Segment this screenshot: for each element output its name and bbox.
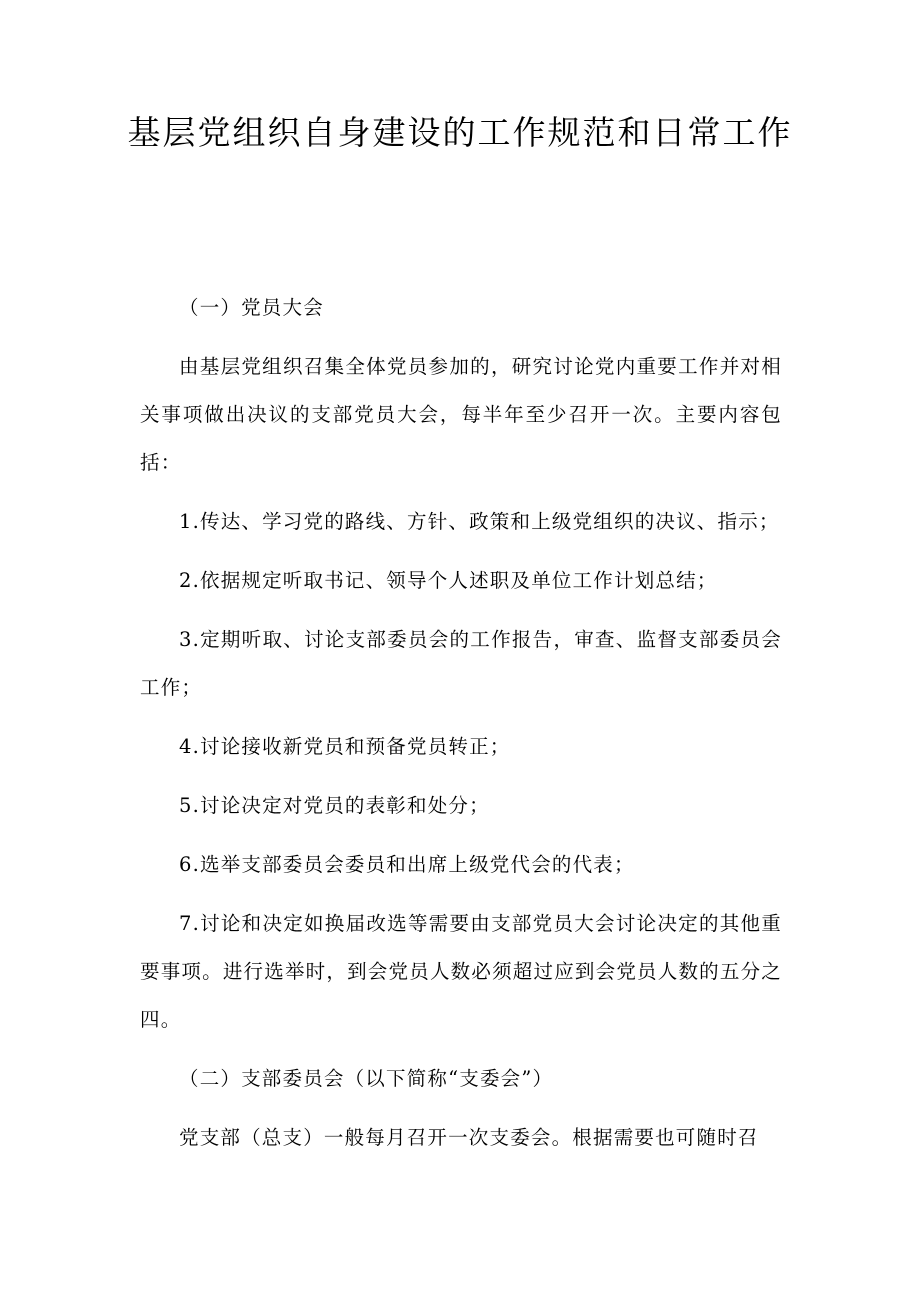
list-item-3: 3.定期听取、讨论支部委员会的工作报告，审查、监督支部委员会工作； bbox=[140, 628, 782, 699]
list-item-7: 7.讨论和决定如换届改选等需要由支部党员大会讨论决定的其他重要事项。进行选举时，到会党员人数必须超过应到会党员人数的五分之四。 bbox=[140, 912, 782, 1031]
list-item-4: 4.讨论接收新党员和预备党员转正； bbox=[179, 735, 511, 758]
document-body bbox=[140, 284, 782, 1162]
section-heading-party-member-meeting: （一）党员大会 bbox=[179, 296, 324, 319]
paragraph-meeting-intro: 由基层党组织召集全体党员参加的，研究讨论党内重要工作并对相关事项做出决议的支部党员大会，每半年至少召开一次。主要内容包括： bbox=[140, 355, 782, 474]
section-heading-branch-committee: （二）支部委员会（以下简称“支委会”） bbox=[179, 1067, 554, 1090]
list-item-6: 6.选举支部委员会委员和出席上级党代会的代表； bbox=[179, 853, 635, 876]
list-item-5: 5.讨论决定对党员的表彰和处分； bbox=[179, 794, 490, 817]
document-title: 基层党组织自身建设的工作规范和日常工作 bbox=[127, 113, 793, 152]
list-item-2: 2.依据规定听取书记、领导个人述职及单位工作计划总结； bbox=[179, 569, 718, 592]
list-item-1: 1.传达、学习党的路线、方针、政策和上级党组织的决议、指示； bbox=[179, 510, 780, 533]
paragraph-committee-intro: 党支部（总支）一般每月召开一次支委会。根据需要也可随时召 bbox=[179, 1126, 759, 1149]
